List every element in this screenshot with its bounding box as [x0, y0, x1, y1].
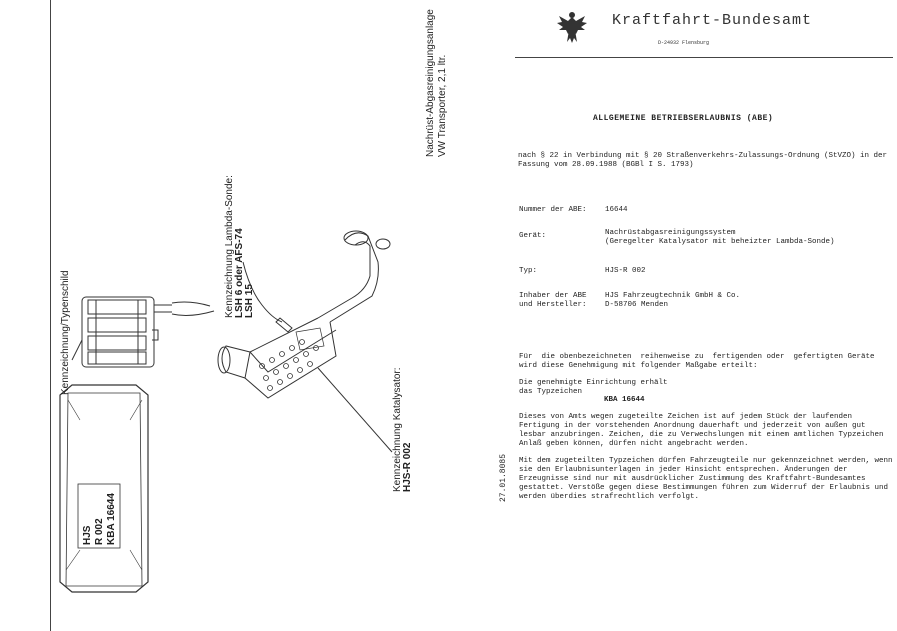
connector-drawing [82, 297, 214, 367]
typenschild-label: Kennzeichnung/Typenschild [60, 270, 71, 395]
holder-label-line2: und Hersteller: [519, 301, 587, 309]
plate-text-line3: KBA 16644 [106, 493, 117, 545]
type-paragraph-line1: Die genehmigte Einrichtung erhält [519, 379, 668, 387]
type-label: Typ: [519, 267, 538, 275]
usage-paragraph: Mit dem zugeteilten Typzeichen dürfen Fahrzeugteile nur gekennzeichnet werden, wenn sie den Erlaubnisunterlagen in jeder Hinsicht entsprechen. Änderungen der Erzeugnisse sind nur mit ausdrücklicher Zustimmung des Kraftfahrt-Bundesamtes gestattet. Verstöße gegen diese Bestimmungen führen zum Widerruf der Erlaubnis und werden überdies strafrechtlich verfolgt. [519, 457, 893, 501]
type-plate-drawing [60, 385, 148, 592]
holder-label-line1: Inhaber der ABE [519, 292, 587, 300]
katalysator-label-value: HJS-R 002 [402, 442, 413, 492]
abe-number-value: 16644 [605, 206, 628, 214]
holder-value-line1: HJS Fahrzeugtechnik GmbH & Co. [605, 292, 741, 300]
eagle-icon [553, 8, 591, 46]
authority-name: Kraftfahrt-Bundesamt [612, 12, 813, 29]
lambda-label-line2: LSH 15 [244, 284, 255, 318]
document-title: ALLGEMEINE BETRIEBSERLAUBNIS (ABE) [593, 114, 774, 123]
legal-basis: nach § 22 in Verbindung mit § 20 Straßenverkehrs-Zulassungs-Ordnung (StVZO) in der Fassung vom 28.09.1988 (BGBl I S. 1793) [518, 152, 888, 169]
holder-value-line2: D-58706 Menden [605, 301, 669, 309]
date-code: 27.01.8085 [499, 453, 508, 502]
type-value: HJS-R 002 [605, 267, 646, 275]
intro-paragraph-line1: Für die obenbezeichneten reihenweise zu fertigenden oder gefertigten Geräte [519, 353, 875, 361]
header-rule [515, 57, 893, 58]
intro-paragraph-line2: wird diese Genehmigung mit folgender Maßgabe erteilt: [519, 362, 758, 370]
system-label-line1: Nachrüst-Abgasreinigungsanlage [425, 9, 436, 157]
marking-paragraph: Dieses von Amts wegen zugeteilte Zeichen ist auf jedem Stück der laufenden Fertigung in der vorstehenden Anordnung dauerhaft und jederzeit von außen gut lesbar anzubringen. Zeichen, die zu Verwechslungen mit einem amtlichen Typzeichen Anlaß geben können, dürfen nicht angebracht werden. [519, 413, 884, 448]
device-value-line2: (Geregelter Katalysator mit beheizter Lambda-Sonde) [605, 238, 835, 246]
leader-katalysator [318, 368, 392, 452]
lambda-sensor [276, 318, 292, 332]
abe-number-label: Nummer der ABE: [519, 206, 587, 214]
plate-text-line1: HJS [82, 525, 93, 545]
plate-text-line2: R 002 [94, 518, 105, 545]
device-label: Gerät: [519, 232, 547, 240]
system-label-line2: VW Transporter, 2,1 ltr. [437, 54, 448, 157]
katalysator-label-title: Kennzeichnung Katalysator: [392, 367, 403, 492]
type-mark: KBA 16644 [604, 396, 645, 404]
device-value-line1: Nachrüstabgasreinigungssystem [605, 229, 736, 237]
leader-typenschild [72, 340, 82, 360]
lambda-label-line1: LSH 6 oder AFS-74 [234, 228, 245, 318]
type-paragraph-line2: das Typzeichen [519, 388, 583, 396]
lambda-label-title: Kennzeichnung Lambda-Sonde: [224, 175, 235, 318]
authority-address: D-24932 Flensburg [658, 40, 710, 46]
